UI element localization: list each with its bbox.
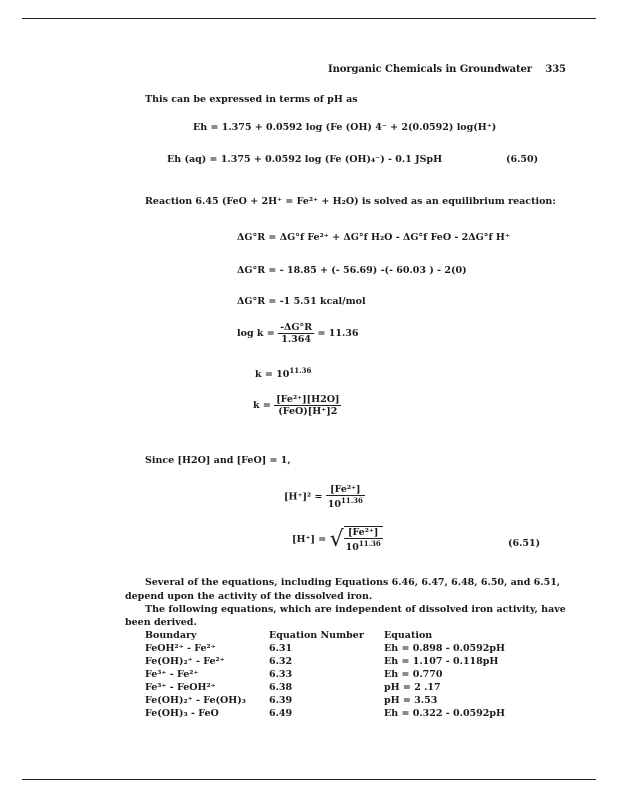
h-squared-equation — [284, 484, 365, 510]
paragraph-following: The following equations, which are independent of dissolved iron activity, have — [145, 604, 566, 615]
table-row — [145, 642, 534, 655]
table-row — [145, 681, 534, 694]
table-row — [145, 707, 534, 720]
log-k-rhs: = 11.36 — [317, 328, 359, 339]
log-k-lhs: log k — [237, 328, 264, 339]
table-cell: 6.39 — [269, 695, 293, 706]
h-root-lhs: [H⁺] = — [292, 534, 327, 546]
equation-line-1: Eh = 1.375 + 0.0592 log (Fe (OH) 4⁻ + 2(0.0592) log(H⁺) — [193, 122, 497, 133]
h-root-fraction — [344, 527, 383, 553]
table-header-equation: Equation — [384, 630, 433, 641]
page-number: 335 — [545, 64, 566, 75]
radical-icon: √ — [329, 527, 344, 553]
k-value-base: k = 10 — [255, 369, 290, 381]
k-equilibrium-lhs: k — [253, 400, 260, 411]
table-cell: Fe(OH)₃ - FeO — [145, 708, 219, 719]
table-cell: Eh = 0.898 - 0.0592pH — [384, 643, 506, 654]
square-root-sign — [330, 526, 383, 553]
boundary-table — [145, 629, 534, 720]
table-row — [145, 694, 534, 707]
table-cell: Fe³⁺ - FeOH²⁺ — [145, 682, 216, 693]
radical-body — [344, 526, 383, 553]
table-header-boundary: Boundary — [145, 630, 197, 641]
delta-g-definition: ΔG°R = ΔG°f Fe²⁺ + ΔG°f H₂O - ΔG°f FeO - 2ΔG°f H⁺ — [237, 232, 510, 243]
paragraph-several-cont: depend upon the activity of the dissolved iron. — [125, 591, 373, 602]
k-equilibrium-equation: k = $\frac{\text{[Fe²⁺][H2O]}}{\text{(FeO)[H⁺]2}}$ — [253, 394, 340, 417]
paragraph-following-cont: been derived. — [125, 617, 197, 628]
table-cell: pH = 3.53 — [384, 695, 438, 706]
table-cell: Eh = 0.770 — [384, 669, 443, 680]
table-cell: FeOH²⁺ - Fe²⁺ — [145, 643, 216, 654]
top-rule — [22, 18, 596, 19]
bottom-rule — [22, 779, 596, 780]
log-k-fraction — [278, 322, 314, 345]
k-value-exponent: 11.36 — [289, 366, 312, 375]
h-squared-denominator — [326, 496, 365, 510]
h-squared-den-base: 10 — [327, 499, 341, 511]
h-root-denominator — [344, 539, 383, 553]
log-k-equation: log k = $\frac{-\Delta G^\circ R}{1.364}$ = 11.36 — [237, 322, 359, 345]
reaction-text: Reaction 6.45 (FeO + 2H⁺ = Fe²⁺ + H₂O) is solved as an equilibrium reaction: — [145, 196, 556, 207]
equation-line-2: Eh (aq) = 1.375 + 0.0592 log (Fe (OH)₄⁻) - 0.1 JSpH — [167, 154, 443, 165]
h-root-equation — [292, 526, 383, 553]
k-equilibrium-numerator: [Fe²⁺][H2O] — [276, 394, 340, 405]
h-squared-numerator: [Fe²⁺] — [326, 484, 365, 496]
table-cell: 6.32 — [269, 656, 293, 667]
table-cell: 6.38 — [269, 682, 293, 693]
table-row — [145, 655, 534, 668]
equation-number-6-50: (6.50) — [506, 154, 539, 165]
table-cell: Fe(OH)₂⁺ - Fe²⁺ — [145, 656, 225, 667]
table-row — [145, 668, 534, 681]
table-header-equation-number: Equation Number — [269, 630, 364, 641]
h-root-numerator: [Fe²⁺] — [344, 527, 383, 539]
table-cell: pH = 2 .17 — [384, 682, 441, 693]
k-equilibrium-denominator: (FeO)[H⁺]2 — [278, 406, 338, 417]
equation-number-6-51: (6.51) — [508, 538, 541, 549]
table-cell: 6.49 — [269, 708, 293, 719]
intro-text: This can be expressed in terms of pH as — [145, 94, 358, 105]
log-k-denominator: 1.364 — [281, 334, 311, 345]
table-cell: 6.31 — [269, 643, 293, 654]
since-text: Since [H2O] and [FeO] = 1, — [145, 455, 291, 466]
delta-g-result: ΔG°R = -1 5.51 kcal/mol — [237, 296, 366, 307]
table-header-row — [145, 629, 534, 642]
table-cell: Fe(OH)₂⁺ - Fe(OH)₃ — [145, 695, 246, 706]
table-cell: Eh = 1.107 - 0.118pH — [384, 656, 499, 667]
h-squared-den-exp: 11.36 — [340, 496, 363, 505]
h-squared-fraction — [326, 484, 365, 510]
h-root-den-exp: 11.36 — [358, 539, 381, 548]
h-root-den-base: 10 — [345, 542, 359, 554]
h-squared-lhs: [H⁺]² = — [284, 491, 323, 503]
running-head-title: Inorganic Chemicals in Groundwater — [328, 64, 532, 75]
running-head — [328, 64, 566, 75]
k-value-equation — [255, 366, 311, 380]
delta-g-values: ΔG°R = - 18.85 + (- 56.69) -(- 60.03 ) - 2(0) — [237, 265, 467, 276]
k-equilibrium-fraction — [274, 394, 341, 417]
log-k-numerator: -ΔG°R — [280, 322, 313, 333]
paragraph-several: Several of the equations, including Equations 6.46, 6.47, 6.48, 6.50, and 6.51, — [145, 577, 561, 588]
table-cell: Fe³⁺ - Fe²⁺ — [145, 669, 199, 680]
table-cell: 6.33 — [269, 669, 293, 680]
table-cell: Eh = 0.322 - 0.0592pH — [384, 708, 506, 719]
